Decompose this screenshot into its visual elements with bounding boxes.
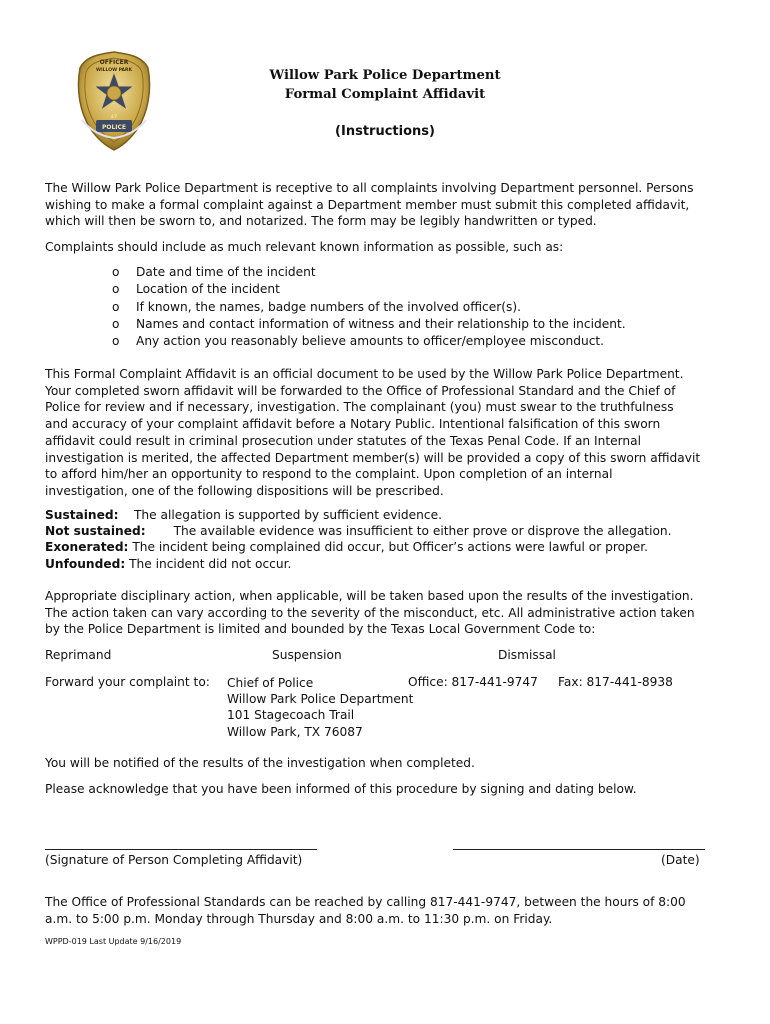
acknowledge-text: Please acknowledge that you have been informed of this procedure by signing and dating below. — [45, 782, 637, 796]
list-item: o Any action you reasonably believe amounts to officer/employee misconduct. — [112, 334, 605, 349]
affidavit-paragraph: This Formal Complaint Affidavit is an official document to be used by the Willow Park Police Department. Your completed sworn affidavit will be forwarded to the Office of Professional Standard and the Chief of Police for review and if necessary, investigation. The complainant (you) must swear to the truthfulness and accuracy of your complaint affidavit before a Notary Public. Intentional falsification of this sworn affidavit could result in criminal prosecution under statutes of the Texas Penal Code. If an Internal investigation is merited, the affected Department member(s) will be provided a copy of this sworn affidavit to afford him/her an opportunity to respond to the complaint. Upon completion of an internal investigation, one of the following dispositions will be prescribed. — [45, 367, 701, 498]
svg-text:WILLOW PARK: WILLOW PARK — [96, 68, 132, 73]
intro-paragraph — [45, 180, 735, 230]
signature-label: (Signature of Person Completing Affidavit) — [45, 853, 303, 867]
action-reprimand: Reprimand — [45, 648, 112, 662]
list-item: o If known, the names, badge numbers of the involved officer(s). — [112, 299, 521, 314]
svg-text:47: 47 — [110, 115, 118, 120]
instructions-heading: (Instructions) — [335, 124, 435, 139]
forward-label: Forward your complaint to: — [45, 675, 210, 689]
info-list — [112, 264, 712, 350]
address-line: Chief of Police — [227, 676, 314, 690]
svg-text:OFFICER: OFFICER — [99, 59, 129, 66]
list-item: o Location of the incident — [112, 282, 280, 297]
fax-number: Fax: 817-441-8938 — [558, 675, 673, 689]
svg-text:POLICE: POLICE — [101, 124, 127, 131]
signature-line[interactable] — [45, 849, 317, 850]
forward-address — [227, 675, 413, 740]
disposition-exonerated: Exonerated: The incident being complained did occur, but Officer’s actions were lawful or proper. — [45, 540, 649, 555]
department-name: Willow Park Police Department — [269, 68, 501, 83]
disposition-not-sustained: Not sustained: The available evidence was insufficient to either prove or disprove the allegation. — [45, 524, 672, 539]
form-footer: WPPD-019 Last Update 9/16/2019 — [45, 937, 182, 946]
address-line: Willow Park Police Department — [227, 692, 414, 707]
address-line: 101 Stagecoach Trail — [227, 708, 355, 723]
disciplinary-paragraph: Appropriate disciplinary action, when applicable, will be taken based upon the results of the investigation. The action taken can vary according to the severity of the misconduct, etc. All administrative action taken by the Police Department is limited and bounded by the Texas Local Government Code to: — [45, 589, 695, 637]
disposition-sustained: Sustained: The allegation is supported by sufficient evidence. — [45, 508, 442, 522]
action-dismissal: Dismissal — [498, 648, 556, 662]
notified-text: You will be notified of the results of the investigation when completed. — [45, 756, 475, 770]
dispositions-list — [45, 507, 672, 572]
date-label: (Date) — [661, 853, 700, 867]
list-item: o Names and contact information of witness and their relationship to the incident. — [112, 316, 626, 331]
date-line[interactable] — [453, 849, 705, 850]
disposition-unfounded: Unfounded: The incident did not occur. — [45, 556, 292, 571]
office-phone: Office: 817-441-9747 — [408, 675, 538, 689]
ops-contact-paragraph: The Office of Professional Standards can be reached by calling 817-441-9747, between the hours of 8:00 a.m. to 5:00 p.m. Monday through Thursday and 8:00 a.m. to 11:30 p.m. on Friday. — [45, 895, 686, 926]
action-suspension: Suspension — [272, 648, 342, 662]
form-title: Formal Complaint Affidavit — [284, 87, 486, 102]
include-intro: Complaints should include as much relevant known information as possible, such as: — [45, 240, 564, 254]
intro-line: which will then be sworn to, and notarized. The form may be legibly handwritten or typed. — [45, 214, 597, 229]
address-line: Willow Park, TX 76087 — [227, 724, 363, 739]
intro-line: The Willow Park Police Department is receptive to all complaints involving Department personnel. Persons — [45, 181, 694, 195]
intro-line: wishing to make a formal complaint against a Department member must submit this completed affidavit, — [45, 197, 690, 212]
list-item: o Date and time of the incident — [112, 265, 316, 279]
